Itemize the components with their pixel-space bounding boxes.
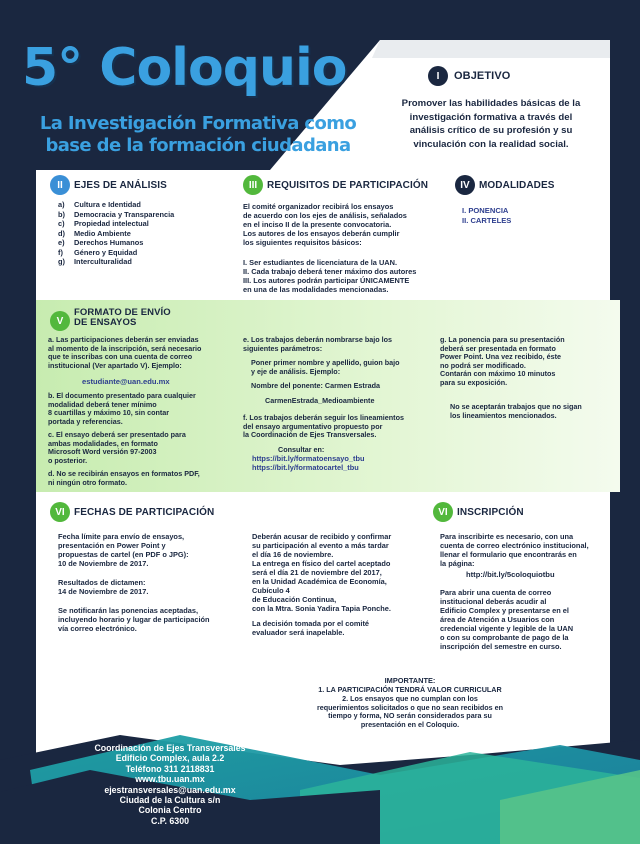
formato-item-c: c. El ensayo deberá ser presentado para ambas modalidades, en formato Microsoft Word versión 97-2003 o posterior. (48, 430, 186, 465)
inscripcion-correo-text: Para abrir una cuenta de correo institucional deberás acudir al Edificio Complex y presentarse en el área de Atención a Usuarios con credencial vigente y legible de la UAN o con su comprobante de pago de la inscripción del semestre en curso. (440, 588, 574, 651)
importante-heading: IMPORTANTE: (384, 676, 436, 685)
ejes-item: c) Propiedad intelectual (58, 219, 149, 228)
fechas-dictamen: Resultados de dictamen: 14 de Noviembre de 2017. (58, 578, 149, 596)
formato-item-f-consult: Consultar en: (278, 445, 325, 454)
objetivo-text: Promover las habilidades básicas de la investigación formativa a través del análisis crítico de su profesión y su vinculación con la realidad social. (401, 98, 581, 150)
ejes-item: g) Interculturalidad (58, 257, 132, 266)
formato-number-badge: V (50, 311, 70, 331)
formato-email-example: estudiante@uan.edu.mx (82, 377, 170, 386)
formato-item-a: a. Las participaciones deberán ser enviadas al momento de la inscripción, será necesario que te inscribas con una cuenta de correo institucional (Ver apartado V). Ejemplo: (48, 335, 202, 370)
ejes-item: b) Democracia y Transparencia (58, 209, 175, 219)
requisitos-list: I. Ser estudiantes de licenciatura de la UAN. II. Cada trabajo deberá tener máximo dos autores III. Los autores podrán participar ÚNICAMENTE en una de las modalidades mencionadas. (243, 258, 417, 294)
requisitos-heading: REQUISITOS DE PARTICIPACIÓN (267, 180, 429, 191)
fechas-deadline: Fecha límite para envío de ensayos, presentación en Power Point y propuestas de cartel (en PDF o JPG): 10 de Noviembre de 2017. (58, 532, 189, 568)
formato-link-cartel[interactable]: https://bit.ly/formatocartel_tbu (252, 463, 359, 472)
ejes-item: a) Cultura e Identidad (58, 200, 141, 209)
formato-item-f: f. Los trabajos deberán seguir los lineamientos del ensayo argumentativo propuesto por la Coordinación de Ejes Transversales. (243, 413, 404, 440)
fechas-notificacion: Se notificarán las ponencias aceptadas, incluyendo horario y lugar de participación vía correo electrónico. (58, 606, 210, 633)
inscripcion-link[interactable]: http://bit.ly/5coloquiotbu (466, 570, 555, 579)
modalidades-item-carteles: II. CARTELES (462, 216, 512, 225)
objetivo-heading: OBJETIVO (454, 70, 511, 82)
ejes-number-badge: II (50, 175, 70, 195)
formato-item-e-example: CarmenEstrada_Medioambiente (265, 396, 375, 405)
modalidades-heading: MODALIDADES (479, 180, 555, 191)
requisitos-intro: El comité organizador recibirá los ensayos de acuerdo con los ejes de análisis, señalados en el inciso II de la presente convocatoria. Los autores de los ensayos deberán cumplir los siguientes requisitos básicos: (243, 202, 407, 247)
inscripcion-text: Para inscribirte es necesario, con una cuenta de correo electrónico institucional, llenar el formulario que encontrarás en la página: (440, 532, 589, 568)
contact-info: Coordinación de Ejes Transversales Edificio Complex, aula 2.2 Teléfono 311 2118831 www.tbu.uan.mx ejestransversales@uan.edu.mx Ciudad de la Cultura s/n Colonia Centro C.P. 6300 (94, 743, 246, 826)
inscripcion-number-badge: VI (433, 502, 453, 522)
importante-text: 1. LA PARTICIPACIÓN TENDRÁ VALOR CURRICULAR 2. Los ensayos que no cumplan con los requerimientos solicitados o que no sean recibidos en tiempo y forma, NO serán considerados para su presentación en el Coloquio. (316, 685, 504, 730)
poster-subtitle-line2: base de la formación ciudadana (45, 135, 351, 156)
requisitos-number-badge: III (243, 175, 263, 195)
formato-item-e-name: Nombre del ponente: Carmen Estrada (251, 381, 381, 390)
formato-item-e-detail: Poner primer nombre y apellido, guion bajo y eje de análisis. Ejemplo: (251, 358, 400, 376)
formato-item-b: b. El documento presentado para cualquier modalidad deberá tener mínimo 8 cuartillas y máximo 10, sin contar portada y referencias. (48, 391, 196, 426)
ejes-item: d) Medio Ambiente (58, 228, 131, 238)
modalidades-number-badge: IV (455, 175, 475, 195)
poster-title: 5° Coloquio (22, 38, 347, 98)
fechas-heading: FECHAS DE PARTICIPACIÓN (74, 507, 215, 518)
poster-subtitle-line1: La Investigación Formativa como (39, 113, 357, 134)
formato-item-g-note: No se aceptarán trabajos que no sigan los lineamientos mencionados. (450, 402, 582, 420)
modalidades-item-ponencia: I. PONENCIA (462, 206, 509, 215)
formato-item-g: g. La ponencia para su presentación deberá ser presentada en formato Power Point. Una vez recibido, éste no podrá ser modificado. Contarán con máximo 10 minutos para su exposición. (440, 335, 565, 387)
fechas-number-badge: VI (50, 502, 70, 522)
ejes-list (58, 200, 228, 267)
formato-link-ensayo[interactable]: https://bit.ly/formatoensayo_tbu (252, 454, 365, 463)
fechas-decision: La decisión tomada por el comité evaluador será inapelable. (252, 619, 370, 637)
fechas-confirmacion: Deberán acusar de recibido y confirmar su participación al evento a más tardar el día 16 de noviembre. La entrega en físico del cartel aceptado será el día 21 de noviembre del 2017, en la Unidad Académica de Economía, Cubículo 4 de Educación Continua, con la Mtra. Sonia Yadira Tapia Ponche. (252, 532, 392, 613)
inscripcion-heading: INSCRIPCIÓN (457, 507, 524, 518)
formato-item-e: e. Los trabajos deberán nombrarse bajo los siguientes parámetros: (243, 335, 392, 353)
ejes-heading: EJES DE ANÁLISIS (74, 180, 167, 191)
formato-item-d: d. No se recibirán ensayos en formatos PDF, ni ningún otro formato. (48, 469, 200, 487)
ejes-item: f) Género y Equidad (58, 247, 138, 257)
ejes-item: e) Derechos Humanos (58, 238, 144, 247)
objetivo-number-badge: I (428, 66, 448, 86)
formato-heading: FORMATO DE ENVÍO DE ENSAYOS (74, 307, 171, 328)
